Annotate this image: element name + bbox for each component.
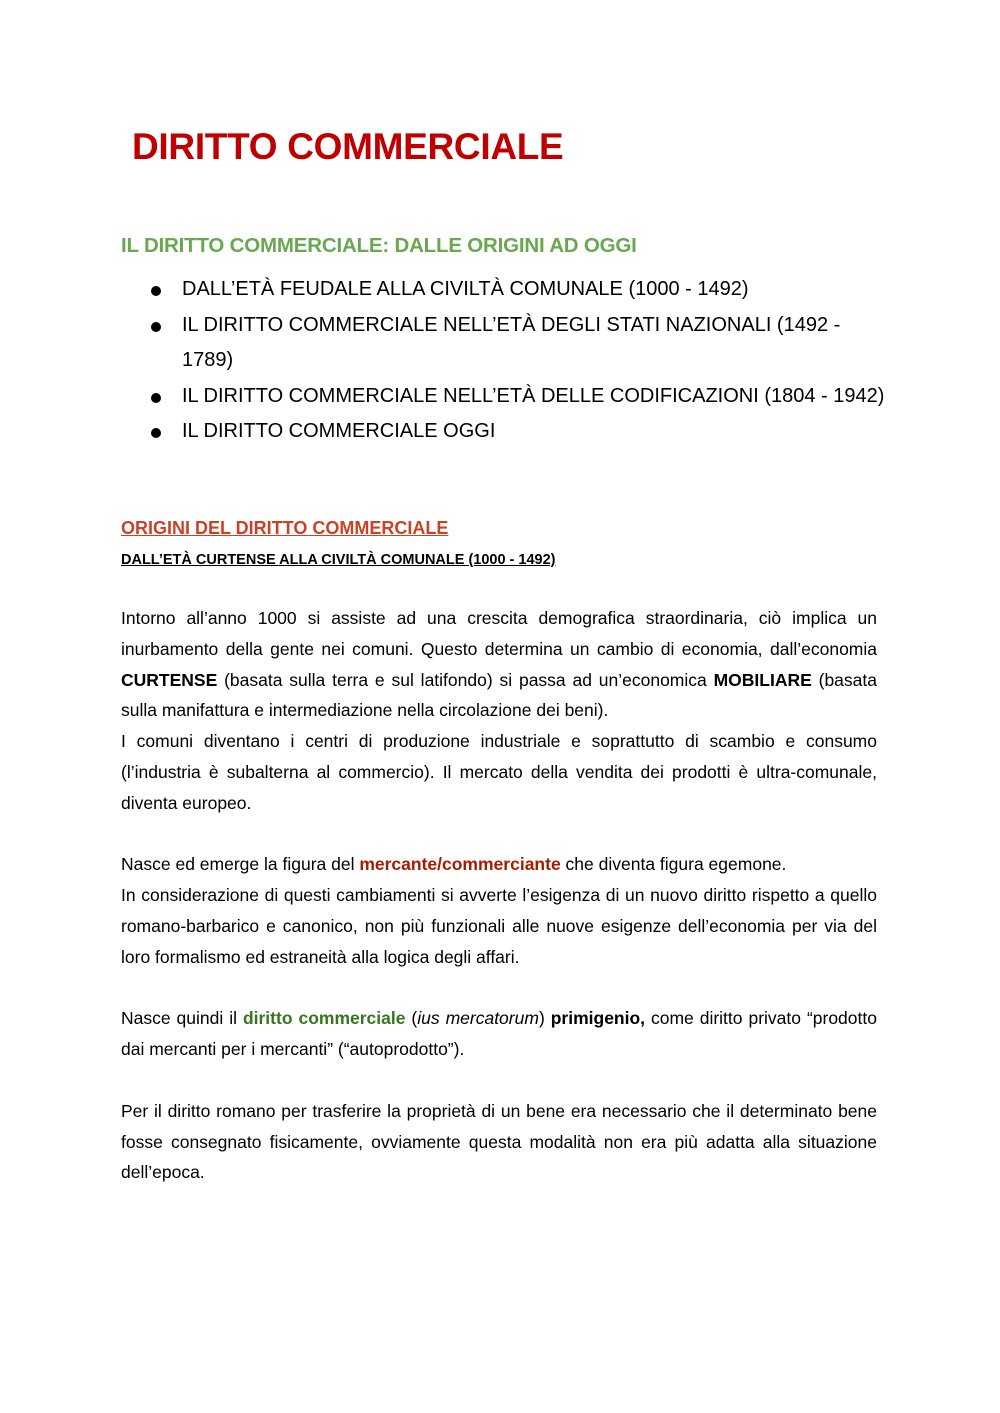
document-subtitle: IL DIRITTO COMMERCIALE: DALLE ORIGINI AD OGGI — [121, 234, 637, 257]
text-run: come diritto privato “prodotto dai mercanti per i mercanti” (“autoprodotto”). — [121, 1008, 877, 1060]
text-run: I comuni diventano i centri di produzione industriale e soprattutto di scambio e consumo (l’industria è subalterna al commercio). Il mercato della vendita dei prodotti è ultra-comunale, diventa europeo. — [121, 731, 877, 813]
text-run: ( — [405, 1008, 418, 1029]
bullet-icon — [151, 393, 161, 403]
term-primigenio: primigenio, — [550, 1008, 646, 1029]
text-run: Nasce ed emerge la figura del — [121, 854, 360, 875]
toc-item — [121, 414, 891, 450]
toc-item-text: IL DIRITTO COMMERCIALE NELL’ETÀ DEGLI STATI NAZIONALI (1492 - 1789) — [182, 313, 841, 371]
paragraph — [121, 1003, 877, 1065]
paragraph — [121, 1096, 877, 1188]
bullet-icon — [151, 286, 161, 296]
section-subheading: DALL’ETÀ CURTENSE ALLA CIVILTÀ COMUNALE (1000 - 1492) — [121, 552, 556, 568]
toc-item-text: DALL’ETÀ FEUDALE ALLA CIVILTÀ COMUNALE (1000 - 1492) — [182, 278, 749, 300]
bullet-icon — [151, 322, 161, 332]
toc-item-text: IL DIRITTO COMMERCIALE NELL’ETÀ DELLE CODIFICAZIONI (1804 - 1942) — [182, 384, 885, 407]
text-run: Intorno all’anno 1000 si assiste ad una crescita demografica straordinaria, ciò implica un inurbamento della gente nei comuni. Questo determina un cambio di economia, dall’economia — [121, 608, 877, 659]
text-run: (basata sulla terra e sul latifondo) si passa ad un’economica — [217, 669, 714, 690]
term-mercante: mercante/commerciante — [359, 854, 561, 875]
term-ius-mercatorum: ius mercatorum — [417, 1008, 539, 1029]
body-text — [121, 603, 877, 1219]
bullet-icon — [151, 428, 161, 438]
term-diritto-commerciale: diritto commerciale — [242, 1008, 406, 1029]
text-run: che diventa figura egemone. — [560, 854, 787, 875]
text-run: Nasce quindi il — [121, 1008, 243, 1029]
document-title: DIRITTO COMMERCIALE — [132, 126, 564, 167]
text-run: (basata sulla manifattura e intermediazione nella circolazione dei beni). — [121, 669, 877, 721]
section-heading: ORIGINI DEL DIRITTO COMMERCIALE — [121, 518, 449, 538]
paragraph — [121, 849, 877, 972]
toc-list — [121, 272, 891, 450]
paragraph — [121, 603, 877, 819]
toc-item-text: IL DIRITTO COMMERCIALE OGGI — [182, 420, 496, 442]
toc-item — [121, 379, 891, 415]
toc-item — [121, 272, 891, 308]
term-curtense: CURTENSE — [121, 669, 218, 690]
text-run: Per il diritto romano per trasferire la proprietà di un bene era necessario che il determinato bene fosse consegnato fisicamente, ovviamente questa modalità non era più adatta alla situazione dell’epoca. — [121, 1100, 877, 1183]
text-run: ) — [538, 1008, 551, 1029]
text-run: In considerazione di questi cambiamenti si avverte l’esigenza di un nuovo diritto rispetto a quello romano-barbarico e canonico, non più funzionali alle nuove esigenze dell’economia per via del loro formalismo ed estraneità alla logica degli affari. — [121, 885, 877, 967]
toc-item — [121, 308, 891, 379]
term-mobiliare: MOBILIARE — [713, 669, 812, 690]
